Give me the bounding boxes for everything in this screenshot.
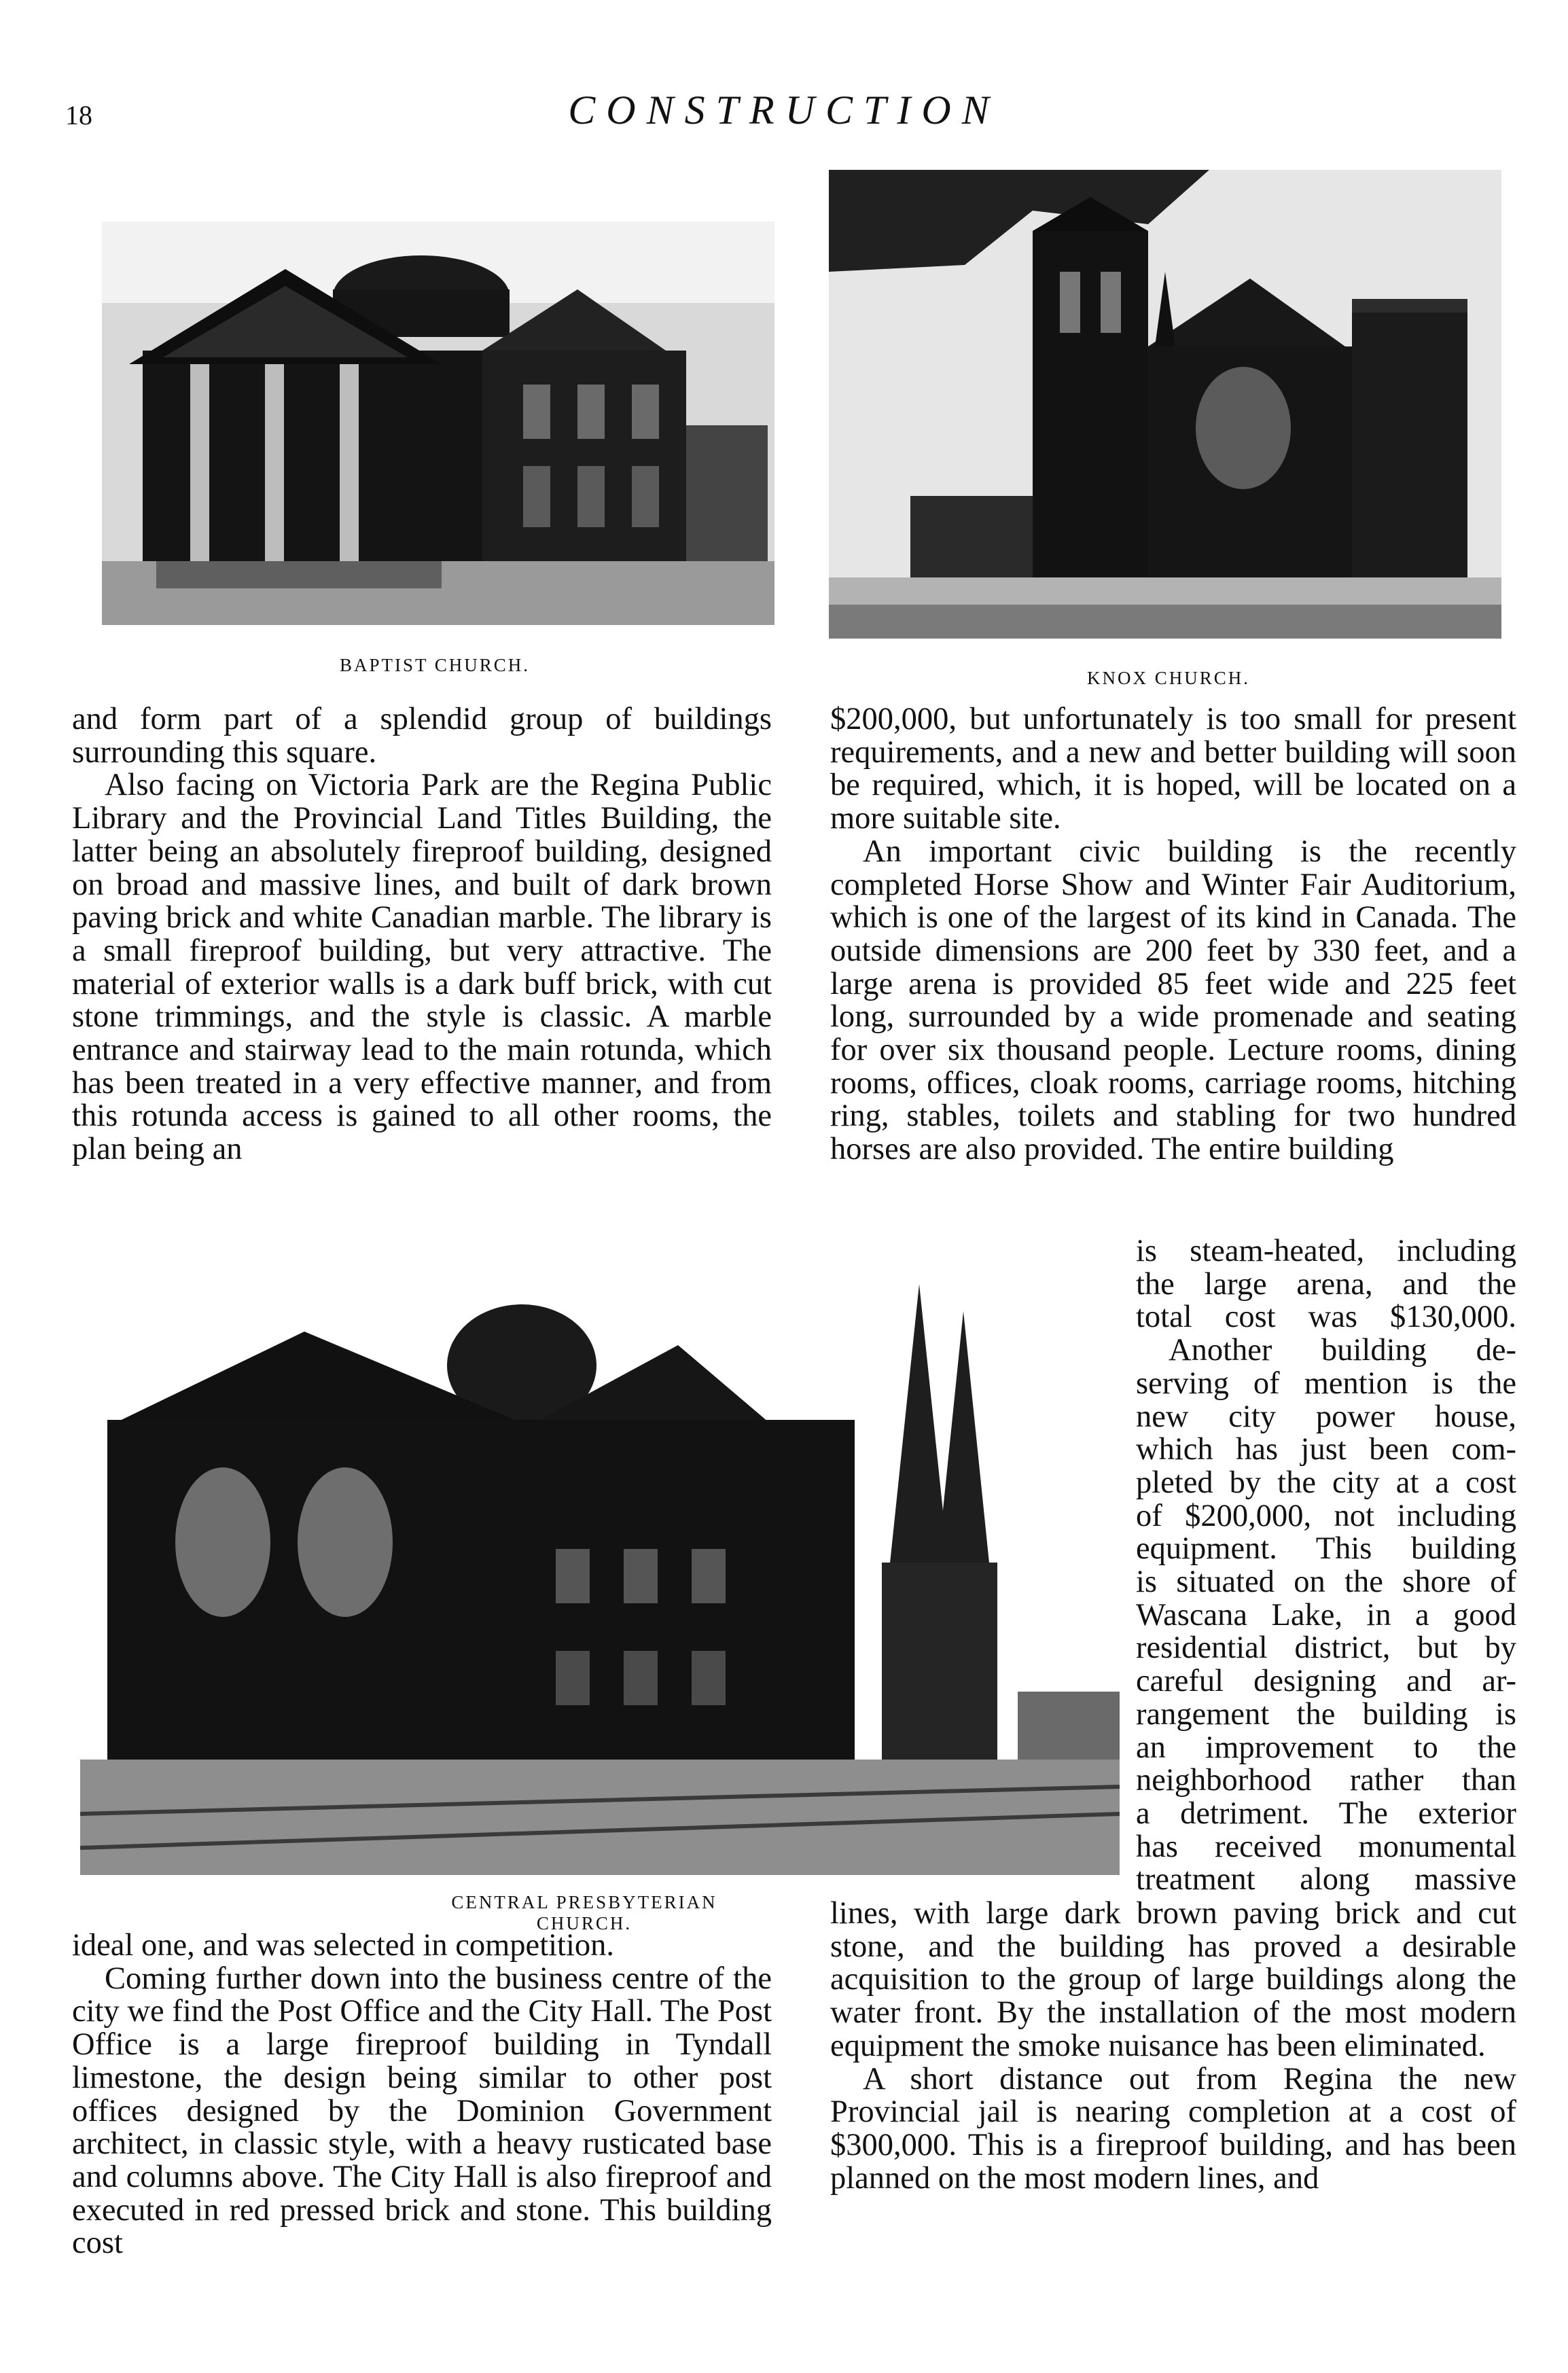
text-line: careful designing and ar- <box>1136 1664 1516 1699</box>
paragraph: Also facing on Victoria Park are the Regina Public Library and the Provincial Land Titles Building, the latter being an absolutely fireproof building, designed on broad and massive lines, and built of dark brown paving brick and white Canadian marble. The library is a small fireproof building, but very attractive. The material of exterior walls is a dark buff brick, with cut stone trimmings, and the style is classic. A marble entrance and stairway lead to the main rotunda, which has been treated in a very effective manner, and from this rotunda access is gained to all other rooms, the plan being an <box>72 768 772 1167</box>
text-line: an improvement to the <box>1136 1730 1516 1765</box>
left-column-bottom <box>72 1929 772 2260</box>
paragraph: and form part of a splendid group of buildings surrounding this square. <box>72 702 772 770</box>
text-line: of $200,000, not including <box>1136 1498 1516 1533</box>
text-line: treatment along massive <box>1136 1862 1516 1897</box>
paragraph: ideal one, and was selected in competition. <box>72 1928 614 1963</box>
text-line: new city power house, <box>1136 1399 1516 1434</box>
central-presbyterian-church-photo <box>80 1257 1120 1875</box>
paragraph: A short distance out from Regina the new Provincial jail is nearing completion at a cost of $300,000. This is a fireproof building, and has been planned on the most modern lines, and <box>830 2061 1516 2196</box>
paragraph: lines, with large dark brown paving brick and cut stone, and the building has proved a desirable acquisition to the group of large buildings along the water front. By the installation of the most modern equipment the smoke nuisance has been eliminated. <box>830 1896 1516 2063</box>
paragraph: An important civic building is the recently completed Horse Show and Winter Fair Auditorium, which is one of the largest of its kind in Canada. The outside dimensions are 200 feet by 330 feet, and a large arena is provided 85 feet wide and 225 feet long, surrounded by a wide promenade and seating for over six thousand people. Lecture rooms, dining rooms, offices, cloak rooms, carriage rooms, hitching ring, stables, toilets and stabling for two hundred horses are also provided. The entire building <box>830 834 1516 1167</box>
text-line: Another building de- <box>1169 1333 1516 1368</box>
knox-church-photo <box>829 170 1501 639</box>
text-line: neighborhood rather than <box>1136 1763 1516 1798</box>
text-line: total cost was $130,000. <box>1136 1300 1516 1335</box>
text-line: serving of mention is the <box>1136 1366 1516 1401</box>
central-presbyterian-caption: CENTRAL PRESBYTERIAN CHURCH. <box>451 1892 717 1933</box>
paragraph: Coming further down into the business centre of the city we find the Post Office and the City Hall. The Post Office is a large fireproof building in Tyndall limestone, the design being similar to other post offices designed by the Dominion Government architect, in classic style, with a heavy rusticated base and columns above. The City Hall is also fireproof and executed in red pressed brick and stone. This building cost <box>72 1961 772 2261</box>
text-line: the large arena, and the <box>1136 1266 1516 1302</box>
text-line: pleted by the city at a cost <box>1136 1465 1516 1500</box>
text-line: a detriment. The exterior <box>1136 1796 1516 1831</box>
text-line: equipment. This building <box>1136 1531 1516 1567</box>
text-line: is steam-heated, including <box>1136 1234 1516 1268</box>
text-line: which has just been com- <box>1136 1432 1516 1467</box>
text-line: residential district, but by <box>1136 1630 1516 1666</box>
running-title: CONSTRUCTION <box>568 88 1000 132</box>
text-line: rangement the building is <box>1136 1696 1516 1732</box>
baptist-church-caption: BAPTIST CHURCH. <box>339 655 531 675</box>
text-line: is situated on the shore of <box>1136 1565 1516 1600</box>
right-column-bottom <box>830 1897 1516 2195</box>
text-line: Wascana Lake, in a good <box>1136 1597 1516 1632</box>
right-narrow-column <box>1136 1235 1516 1897</box>
knox-church-caption: KNOX CHURCH. <box>1086 668 1251 688</box>
left-column-top <box>72 703 772 1166</box>
paragraph: $200,000, but unfortunately is too small for present requirements, and a new and better building will soon be required, which, it is hoped, will be located on a more suitable site. <box>830 702 1516 836</box>
baptist-church-photo <box>102 221 774 625</box>
page-number: 18 <box>65 100 92 130</box>
text-line: has received monumental <box>1136 1829 1516 1864</box>
right-column-top <box>830 703 1516 1166</box>
